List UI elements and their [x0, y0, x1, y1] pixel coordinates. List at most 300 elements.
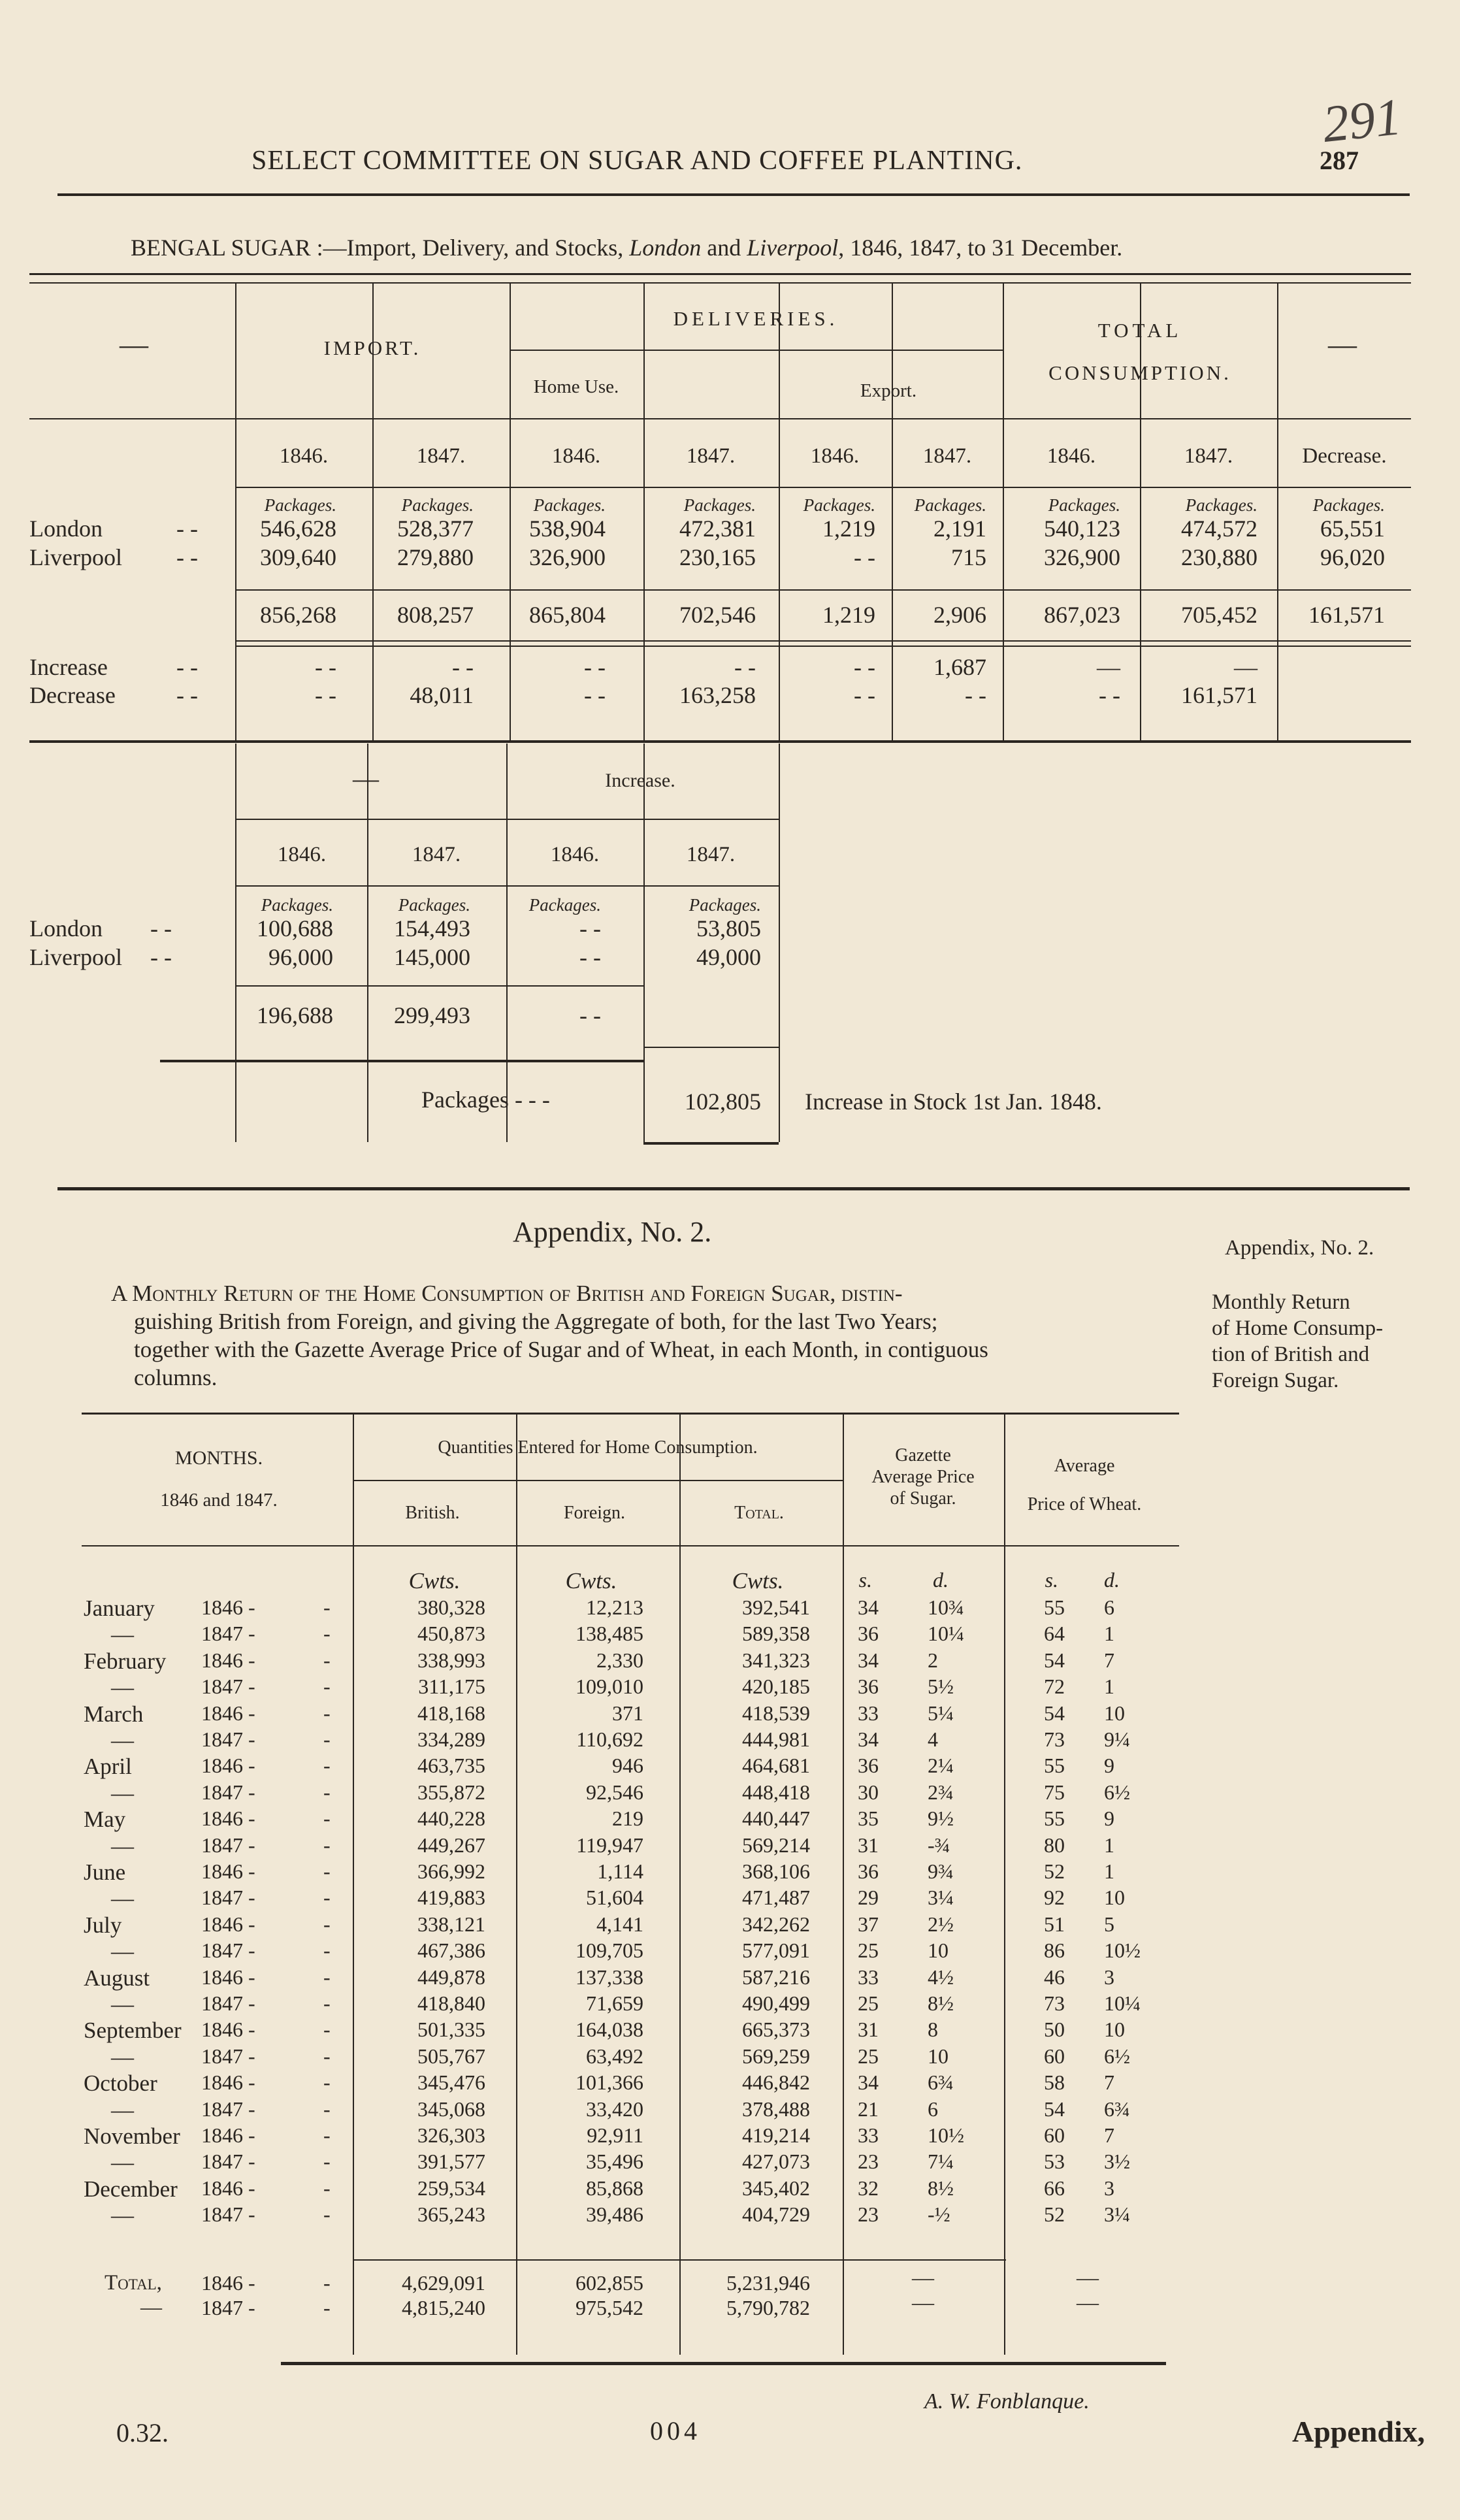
right-dash: — [1328, 329, 1357, 361]
table-cell: 163,258 [679, 682, 756, 708]
total-cell: 341,323 [742, 1648, 810, 1672]
british-total-cell: 4,815,240 [402, 2296, 485, 2319]
total-header: Total. [734, 1503, 784, 1523]
year-header: 1847. [686, 444, 736, 468]
wheat-pence-cell: 3 [1104, 1965, 1114, 1989]
wheat-shillings-cell: 50 [1044, 2018, 1065, 2042]
packages-unit-label: Packages. [803, 495, 875, 515]
decrease-header: Decrease. [1302, 444, 1387, 468]
row-dashes: - - [176, 544, 198, 570]
foreign-cell: 2,330 [596, 1648, 643, 1672]
wheat-shillings-cell: 52 [1044, 2202, 1065, 2227]
row-dash: - [323, 1965, 331, 1989]
foreign-cell: 63,492 [586, 2044, 643, 2068]
table-cell: 715 [951, 544, 986, 570]
year-label: 1846 - [201, 2271, 255, 2295]
wheat-shillings-cell: 55 [1044, 1754, 1065, 1778]
total-cell: 345,402 [742, 2176, 810, 2200]
totals-bottom-rule [160, 1060, 643, 1062]
row-dash: - [323, 1886, 331, 1910]
sugar-pence-cell: 10 [928, 1939, 949, 1963]
year-label: 1847 - [201, 2150, 255, 2174]
table-column-rule [643, 744, 645, 1142]
years-top-rule [235, 418, 1411, 419]
total-cell: 420,185 [742, 1675, 810, 1699]
wheat-pence-cell: 10 [1104, 1701, 1125, 1725]
foreign-cell: 109,010 [576, 1675, 643, 1699]
years-header: 1846 and 1847. [160, 1490, 278, 1511]
table-cell: 53,805 [696, 915, 761, 941]
year-header: 1847. [922, 444, 972, 468]
british-cell: 449,878 [417, 1965, 485, 1989]
british-cell: 380,328 [417, 1595, 485, 1619]
price-dash: — [912, 2291, 934, 2315]
label-rule [29, 418, 235, 419]
foreign-cell: 946 [612, 1754, 643, 1778]
row-dash: - [323, 2296, 331, 2319]
sugar-pence-cell: 4½ [928, 1965, 954, 1989]
table-column-rule [1004, 1414, 1005, 2355]
sugar-pence-cell: 2¼ [928, 1754, 954, 1778]
table-cell: 309,640 [260, 544, 336, 570]
foreign-cell: 1,114 [597, 1859, 643, 1883]
totals-bottom-rule [235, 640, 1411, 642]
british-cell: 391,577 [417, 2150, 485, 2174]
table-cell: - - [734, 654, 756, 680]
sugar-pence-cell: 5½ [928, 1675, 954, 1699]
year-label: 1847 - [201, 1939, 255, 1963]
table-cell: 96,020 [1320, 544, 1385, 570]
table-cell: 1,219 [822, 515, 875, 542]
table-cell: 2,191 [933, 515, 986, 542]
row-label: Liverpool [29, 544, 122, 570]
wheat-shillings-cell: 92 [1044, 1886, 1065, 1910]
sugar-pence-cell: 6 [928, 2097, 938, 2121]
sugar-pence-cell: 2½ [928, 1912, 954, 1936]
appendix-heading: Appendix, No. 2. [513, 1216, 712, 1248]
quantities-rule [353, 1480, 843, 1481]
sugar-pence-cell: 10¾ [928, 1595, 964, 1619]
table-column-rule [506, 744, 508, 1142]
margin-note-4: Foreign Sugar. [1212, 1369, 1339, 1392]
table-cell: - - [854, 654, 875, 680]
foreign-cell: 35,496 [586, 2150, 643, 2174]
header-bottom-rule [82, 1545, 1179, 1546]
sugar-shillings-cell: 34 [858, 1648, 879, 1672]
table-cell: - - [579, 915, 601, 941]
total-unit: Cwts. [732, 1568, 784, 1594]
total-cell: 569,214 [742, 1833, 810, 1857]
sugar-shillings-cell: 34 [858, 1595, 879, 1619]
packages-label: Packages - - - [421, 1087, 550, 1113]
sugar-pence-cell: 2 [928, 1648, 938, 1672]
quantities-header: Quantities Entered for Home Consumption. [438, 1437, 758, 1458]
years-top-rule [235, 819, 779, 820]
row-label: London [29, 915, 103, 941]
table-cell: - - [315, 682, 336, 708]
table-column-rule [1140, 282, 1141, 740]
table-cell: — [1097, 654, 1120, 680]
row-dashes: - - [176, 654, 198, 680]
british-cell: 338,121 [417, 1912, 485, 1936]
wheat-dash: — [1077, 2266, 1099, 2290]
total-cell: 464,681 [742, 1754, 810, 1778]
british-total-cell: 4,629,091 [402, 2271, 485, 2295]
british-cell: 450,873 [417, 1622, 485, 1646]
wheat-pence-cell: 6½ [1104, 2044, 1130, 2068]
foreign-cell: 119,947 [576, 1833, 643, 1857]
wheat-shillings-cell: 80 [1044, 1833, 1065, 1857]
page-header-title: SELECT COMMITTEE ON SUGAR AND COFFEE PLANTING. [251, 146, 1023, 176]
table-bottom-rule [281, 2362, 1166, 2365]
british-cell: 440,228 [417, 1807, 485, 1831]
total-cell: 196,688 [257, 1002, 333, 1028]
year-header: 1846. [277, 843, 327, 866]
total-cell: 589,358 [742, 1622, 810, 1646]
wheat-pence-cell: 3½ [1104, 2150, 1130, 2174]
month-label: September [84, 2018, 182, 2044]
handwritten-page-number: 291 [1320, 88, 1404, 154]
british-cell: 259,534 [417, 2176, 485, 2200]
british-cell: 419,883 [417, 1886, 485, 1910]
foreign-cell: 137,338 [576, 1965, 643, 1989]
year-label: 1847 - [201, 2097, 255, 2121]
total-cell: 446,842 [742, 2070, 810, 2095]
year-label: 1846 - [201, 1595, 255, 1619]
import-header: IMPORT. [323, 336, 421, 359]
year-label: 1847 - [201, 2202, 255, 2227]
table-column-rule [779, 282, 780, 740]
sugar-shillings-cell: 36 [858, 1754, 879, 1778]
consumption-header: CONSUMPTION. [1048, 361, 1231, 384]
row-dash: - [323, 1780, 331, 1804]
row-dash: - [323, 1595, 331, 1619]
left-dash: — [120, 329, 148, 361]
year-label: 1846 - [201, 1859, 255, 1883]
sugar-shillings-cell: 34 [858, 2070, 879, 2095]
month-label: October [84, 2070, 157, 2097]
row-dash: - [323, 1622, 331, 1646]
sugar-shillings-cell: 35 [858, 1807, 879, 1831]
signature: A. W. Fonblanque. [924, 2389, 1090, 2414]
wheat-pence-cell: 6¾ [1104, 2097, 1130, 2121]
foreign-cell: 371 [612, 1701, 643, 1725]
months-header: MONTHS. [174, 1447, 263, 1469]
british-cell: 326,303 [417, 2123, 485, 2147]
sugar-pence-cell: 10 [928, 2044, 949, 2068]
total-cell: 1,219 [822, 602, 875, 628]
wheat-shillings-cell: 72 [1044, 1675, 1065, 1699]
section-rule [57, 1187, 1410, 1190]
shillings-unit: s. [858, 1568, 872, 1592]
month-label: — [111, 2044, 134, 2070]
sugar-shillings-cell: 34 [858, 1727, 879, 1751]
sugar-shillings-cell: 25 [858, 1991, 879, 2015]
foreign-cell: 4,141 [596, 1912, 643, 1936]
total-cell: - - [579, 1002, 601, 1028]
totals-top-rule [235, 985, 643, 987]
sugar-shillings-cell: 33 [858, 2123, 879, 2147]
total-cell: 368,106 [742, 1859, 810, 1883]
total-cell: 2,906 [933, 602, 986, 628]
british-cell: 449,267 [417, 1833, 485, 1857]
year-header: 1847. [1184, 444, 1233, 468]
year-label: 1847 - [201, 1622, 255, 1646]
month-label: — [111, 1622, 134, 1648]
packages-top-rule [643, 1047, 779, 1048]
table-cell: - - [315, 654, 336, 680]
row-dash: - [323, 1675, 331, 1699]
british-cell: 355,872 [417, 1780, 485, 1804]
totals-top-rule [353, 2259, 1006, 2261]
sugar-shillings-cell: 37 [858, 1912, 879, 1936]
total-cell: 404,729 [742, 2202, 810, 2227]
wheat-pence-cell: 10¼ [1104, 1991, 1141, 2015]
table-column-rule [367, 744, 368, 1142]
foreign-total-cell: 975,542 [576, 2296, 643, 2319]
wheat-pence-cell: 9¼ [1104, 1727, 1130, 1751]
grand-total-cell: 5,790,782 [726, 2296, 810, 2319]
total-cell: 392,541 [742, 1595, 810, 1619]
table-cell: 49,000 [696, 944, 761, 970]
foreign-cell: 33,420 [586, 2097, 643, 2121]
table-cell: 474,572 [1181, 515, 1257, 542]
sugar-shillings-cell: 29 [858, 1886, 879, 1910]
table-column-rule [1003, 282, 1004, 740]
table-column-rule [353, 1414, 354, 2355]
table-cell: - - [1099, 682, 1120, 708]
sugar-pence-cell: -¾ [928, 1833, 950, 1857]
increase-dash: — [353, 764, 379, 793]
wheat-shillings-cell: 60 [1044, 2123, 1065, 2147]
table-cell: — [1234, 654, 1257, 680]
sugar-shillings-cell: 30 [858, 1780, 879, 1804]
foreign-cell: 101,366 [576, 2070, 643, 2095]
month-label: — [111, 1675, 134, 1701]
home-use-header: Home Use. [533, 376, 619, 397]
foreign-cell: 39,486 [586, 2202, 643, 2227]
row-dash: - [323, 1648, 331, 1672]
packages-unit-label: Packages. [398, 895, 470, 915]
table-cell: 65,551 [1320, 515, 1385, 542]
total-cell: 342,262 [742, 1912, 810, 1936]
foreign-cell: 138,485 [576, 1622, 643, 1646]
year-label: 1846 - [201, 2123, 255, 2147]
row-dash: - [323, 2070, 331, 2095]
wheat-shillings-cell: 66 [1044, 2176, 1065, 2200]
month-label: — [111, 1727, 134, 1753]
row-dash: - [323, 2176, 331, 2200]
margin-heading: Appendix, No. 2. [1225, 1236, 1374, 1260]
foreign-cell: 109,705 [576, 1939, 643, 1963]
month-label: — [111, 1886, 134, 1912]
foreign-cell: 92,911 [587, 2123, 643, 2147]
packages-unit-label: Packages. [683, 495, 756, 515]
gazette-header-3: of Sugar. [890, 1488, 956, 1509]
sugar-pence-cell: 6¾ [928, 2070, 954, 2095]
table-column-rule [679, 1414, 681, 2355]
table-cell: 546,628 [260, 515, 336, 542]
year-header: 1846. [1046, 444, 1096, 468]
year-label: 1846 - [201, 2018, 255, 2042]
british-cell: 463,735 [417, 1754, 485, 1778]
month-label: November [84, 2123, 180, 2149]
increase-header: Increase. [605, 770, 675, 791]
wheat-shillings-cell: 73 [1044, 1727, 1065, 1751]
table-column-rule [779, 744, 780, 1142]
export-header: Export. [860, 380, 917, 401]
packages-total: 102,805 [685, 1088, 761, 1115]
total-cell: 705,452 [1181, 602, 1257, 628]
table-cell: - - [854, 682, 875, 708]
row-dash: - [323, 2271, 331, 2295]
table-column-rule [235, 744, 236, 1142]
sugar-pence-cell: -½ [928, 2202, 950, 2227]
year-label: 1847 - [201, 1991, 255, 2015]
sugar-pence-cell: 8 [928, 2018, 938, 2042]
table-cell: - - [965, 682, 986, 708]
british-cell: 345,476 [417, 2070, 485, 2095]
month-label: — [111, 2202, 134, 2229]
foreign-cell: 110,692 [576, 1727, 643, 1751]
british-cell: 334,289 [417, 1727, 485, 1751]
table-cell: 96,000 [268, 944, 333, 970]
row-label: Increase [29, 654, 108, 680]
sugar-pence-cell: 7¼ [928, 2150, 954, 2174]
row-label: Decrease [29, 682, 116, 708]
packages-unit-label: Packages. [264, 495, 336, 515]
stock-increase-note: Increase in Stock 1st Jan. 1848. [805, 1088, 1102, 1115]
sugar-shillings-cell: 31 [858, 2018, 879, 2042]
total-cell: 490,499 [742, 1991, 810, 2015]
appendix-intro-line-4: columns. [134, 1365, 218, 1390]
wheat-shillings-cell: 86 [1044, 1939, 1065, 1963]
row-dash: - [323, 1833, 331, 1857]
wheat-pence-cell: 3¼ [1104, 2202, 1130, 2227]
packages-unit-label: Packages. [533, 495, 606, 515]
packages-unit-label: Packages. [261, 895, 333, 915]
total-cell: 444,981 [742, 1727, 810, 1751]
sugar-pence-cell: 3¼ [928, 1886, 954, 1910]
grand-total-cell: 5,231,946 [726, 2271, 810, 2295]
total-cell: 577,091 [742, 1939, 810, 1963]
table-cell: - - [452, 654, 474, 680]
row-dashes: - - [176, 682, 198, 708]
row-dash: - [323, 1859, 331, 1883]
year-label: 1846 - [201, 1807, 255, 1831]
row-dashes: - - [150, 944, 172, 970]
margin-note-2: of Home Consump- [1212, 1317, 1384, 1340]
deliveries-header: DELIVERIES. [673, 307, 839, 330]
total-cell: 587,216 [742, 1965, 810, 1989]
table-cell: 472,381 [679, 515, 756, 542]
year-label: 1846 - [201, 1912, 255, 1936]
table-column-rule [643, 282, 645, 740]
foreign-total-cell: 602,855 [576, 2271, 643, 2295]
month-label: June [84, 1859, 126, 1885]
wheat-shillings-cell: 53 [1044, 2150, 1065, 2174]
row-dash: - [323, 1807, 331, 1831]
total-cell: 702,546 [679, 602, 756, 628]
table-cell: 538,904 [529, 515, 606, 542]
years-bottom-rule [235, 885, 779, 887]
total-cell: 418,539 [742, 1701, 810, 1725]
total-cell: 440,447 [742, 1807, 810, 1831]
row-dash: - [323, 1939, 331, 1963]
row-label: London [29, 515, 103, 542]
packages-unit-label: Packages. [1185, 495, 1257, 515]
table-top-rule [29, 282, 1411, 284]
total-cell: 419,214 [742, 2123, 810, 2147]
foreign-cell: 219 [612, 1807, 643, 1831]
british-cell: 418,840 [417, 1991, 485, 2015]
wheat-pence-cell: 10½ [1104, 1939, 1141, 1963]
wheat-pence-cell: 5 [1104, 1912, 1114, 1936]
year-header: 1847. [416, 444, 466, 468]
month-label: — [111, 2097, 134, 2123]
table-cell: 230,165 [679, 544, 756, 570]
total-cell: 808,257 [397, 602, 474, 628]
margin-note-1: Monthly Return [1212, 1290, 1350, 1314]
sugar-pence-cell: 8½ [928, 2176, 954, 2200]
british-cell: 338,993 [417, 1648, 485, 1672]
sugar-pence-cell: 9¾ [928, 1859, 954, 1883]
foreign-cell: 51,604 [586, 1886, 643, 1910]
wheat-pence-cell: 1 [1104, 1675, 1114, 1699]
british-cell: 467,386 [417, 1939, 485, 1963]
row-dash: - [323, 2018, 331, 2042]
wheat-pence-cell: 1 [1104, 1622, 1114, 1646]
sugar-shillings-cell: 33 [858, 1701, 879, 1725]
table-bottom-rule [29, 740, 1411, 743]
wheat-pence-unit: d. [1104, 1568, 1120, 1592]
month-label: May [84, 1807, 126, 1833]
year-label: 1847 - [201, 1675, 255, 1699]
row-dash: - [323, 1727, 331, 1751]
table-cell: 1,687 [933, 654, 986, 680]
total-cell: 867,023 [1044, 602, 1120, 628]
foreign-unit: Cwts. [565, 1568, 617, 1594]
table-cell: - - [854, 544, 875, 570]
wheat-pence-cell: 9 [1104, 1754, 1114, 1778]
british-cell: 501,335 [417, 2018, 485, 2042]
appendix-intro-line-3: together with the Gazette Average Price of Sugar and of Wheat, in each Month, in contiguous [134, 1337, 988, 1362]
year-label: 1847 - [201, 1886, 255, 1910]
table-top-rule [29, 273, 1411, 275]
row-dash: - [323, 2150, 331, 2174]
year-header: 1846. [810, 444, 860, 468]
table-cell: 540,123 [1044, 515, 1120, 542]
sugar-shillings-cell: 32 [858, 2176, 879, 2200]
year-header: 1846. [551, 444, 601, 468]
year-label: 1847 - [201, 2296, 255, 2319]
table-cell: - - [584, 654, 606, 680]
wheat-shillings-unit: s. [1045, 1568, 1058, 1592]
total-row-label: — [140, 2296, 162, 2319]
year-label: 1846 - [201, 2176, 255, 2200]
wheat-pence-cell: 7 [1104, 2123, 1114, 2147]
margin-note-3: tion of British and [1212, 1343, 1370, 1366]
table-cell: 145,000 [394, 944, 470, 970]
table-column-rule [892, 282, 893, 740]
row-dash: - [323, 2202, 331, 2227]
month-label: — [111, 1833, 134, 1859]
table-column-rule [843, 1414, 844, 2355]
row-dashes: - - [176, 515, 198, 542]
british-cell: 366,992 [417, 1859, 485, 1883]
wheat-shillings-cell: 60 [1044, 2044, 1065, 2068]
sugar-shillings-cell: 23 [858, 2150, 879, 2174]
